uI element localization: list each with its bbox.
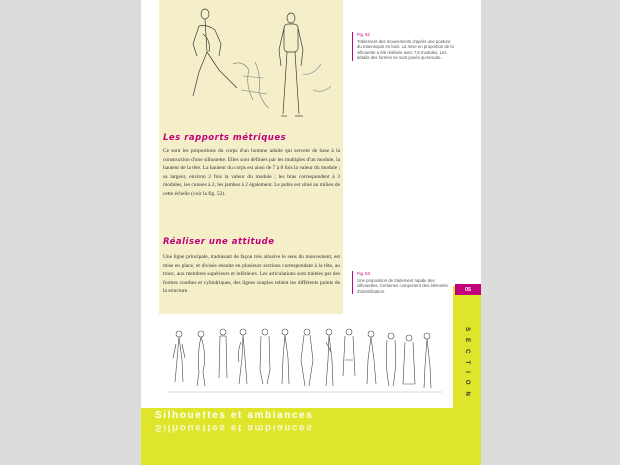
heading-realiser-attitude: Réaliser une attitude [163, 237, 275, 247]
section-number-tab: 05 [455, 284, 481, 295]
figure-caption-text: Une proposition de traitement rapide des silhouettes. Certaines comportent des éléments d'identification. [357, 277, 448, 294]
band-title: Silhouettes et ambiances [155, 410, 314, 421]
heading-rapports-metriques: Les rapports métriques [163, 133, 287, 143]
figure-caption-52 [352, 32, 455, 61]
paragraph-rapports-metriques: Ce sont les proportions du corps d'un homme adulte qui servent de base à la construction d'une silhouette. Elles sont définies par les multiples d'un module, la hauteur de la tête. La hauteur du corps est ainsi de 7 à 8 fois la valeur du module ; sa largeur, environ 2 fois la valeur du module ; les bras correspondent à 3 modules, les cuisses à 2, les jambes à 2 également. Le pubis est situé au milieu de cette échelle (voir la fig. 52). [163, 148, 340, 197]
figure-number: Fig. 53 [357, 271, 370, 276]
section-label: SECTION [464, 327, 471, 403]
footer-band [141, 408, 481, 465]
book-page [141, 0, 481, 465]
mannequin-sketch-illustration [163, 4, 339, 130]
figure-caption-53 [352, 271, 455, 294]
figure-number: Fig. 52 [357, 32, 370, 37]
figure-caption-text: Traitement des mouvements d'après une posture du mannequin en bois. La mise en proportion de la silhouette a été réalisée avec 7,5 modules. Les détails des formes ne sont posés qu'ensuite. [357, 38, 454, 61]
paragraph-realiser-attitude: Une ligne principale, traduisant de façon très allusive le sens du mouvement, est mise en place, et divisée ensuite en plusieurs sections correspondant à la tête, au tronc, aux membres supérieurs et inférieurs. Les articulations sont traitées par des formes courbes et cylindriques, des lignes souples relient les différents points de la structure. [163, 254, 340, 295]
section-label-vertical [458, 300, 476, 430]
band-title-reflection: Silhouettes et ambiances [155, 422, 314, 433]
silhouettes-sketch-illustration [167, 320, 442, 406]
